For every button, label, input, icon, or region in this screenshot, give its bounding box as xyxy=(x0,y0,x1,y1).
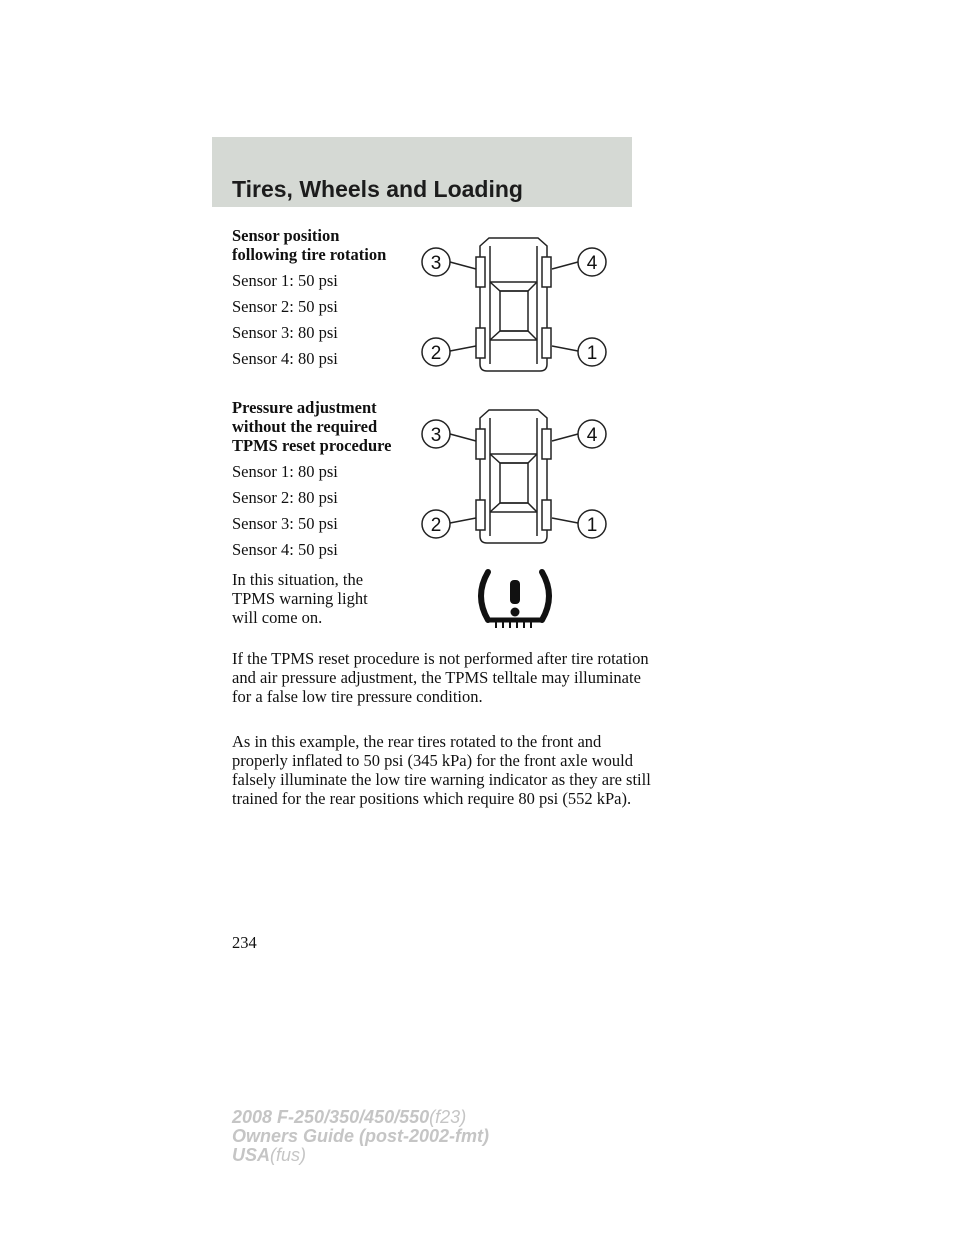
sensor-line: Sensor 4: 80 psi xyxy=(232,349,338,368)
sensor-label: 3 xyxy=(430,425,442,446)
example-paragraph: As in this example, the rear tires rotated to the front and properly inflated to 50 psi (345 kPa) for the front axle would falsely illuminate the low tire warning indicator as they are still trained for the rear positions which require 80 psi (552 kPa). xyxy=(232,732,651,808)
sensor-line: Sensor 2: 50 psi xyxy=(232,297,338,316)
page-number: 234 xyxy=(232,933,257,952)
sensor-line: Sensor 1: 50 psi xyxy=(232,271,338,290)
tire-front-left xyxy=(476,257,485,287)
sensor-label: 3 xyxy=(430,253,442,274)
pressure-adjustment-section xyxy=(232,398,402,566)
sensor-label: 1 xyxy=(586,515,598,536)
sensor-line: Sensor 1: 80 psi xyxy=(232,462,338,481)
footer xyxy=(232,1108,489,1165)
sensor-label: 4 xyxy=(586,253,598,274)
tire-rear-right xyxy=(542,500,551,530)
section-title: Tires, Wheels and Loading xyxy=(232,176,523,202)
sensor-label: 2 xyxy=(430,343,442,364)
footer-region: USA xyxy=(232,1145,271,1165)
reset-procedure-paragraph: If the TPMS reset procedure is not performed after tire rotation and air pressure adjustment, the TPMS telltale may illuminate for a false low tire pressure condition. xyxy=(232,649,649,706)
tire-rear-left xyxy=(476,500,485,530)
sensor-line: Sensor 3: 80 psi xyxy=(232,323,338,342)
footer-region-code: (fus) xyxy=(270,1145,307,1165)
vehicle-sensor-diagram-2 xyxy=(414,404,614,546)
tire-front-right xyxy=(542,257,551,287)
footer-model-code: (f23) xyxy=(429,1107,467,1127)
tire-front-right xyxy=(542,429,551,459)
sensor-line: Sensor 4: 50 psi xyxy=(232,540,338,559)
sensor-label: 2 xyxy=(430,515,442,536)
footer-guide: Owners Guide (post-2002-fmt) xyxy=(232,1126,490,1146)
sensor-line: Sensor 2: 80 psi xyxy=(232,488,338,507)
footer-model: 2008 F-250/350/450/550 xyxy=(232,1107,430,1127)
tire-rear-left xyxy=(476,328,485,358)
sensor-line: Sensor 3: 50 psi xyxy=(232,514,338,533)
sensor-label: 1 xyxy=(586,343,598,364)
section-heading: Pressure adjustment without the required TPMS reset procedure xyxy=(232,398,392,455)
tpms-warning-light-icon xyxy=(470,566,560,638)
sensor-label: 4 xyxy=(586,425,598,446)
tpms-warning-text: In this situation, the TPMS warning light will come on. xyxy=(232,570,368,627)
sensor-rotation-section xyxy=(232,226,397,375)
tire-front-left xyxy=(476,429,485,459)
tire-rear-right xyxy=(542,328,551,358)
vehicle-sensor-diagram-1 xyxy=(414,232,614,374)
section-heading: Sensor position following tire rotation xyxy=(232,226,387,264)
